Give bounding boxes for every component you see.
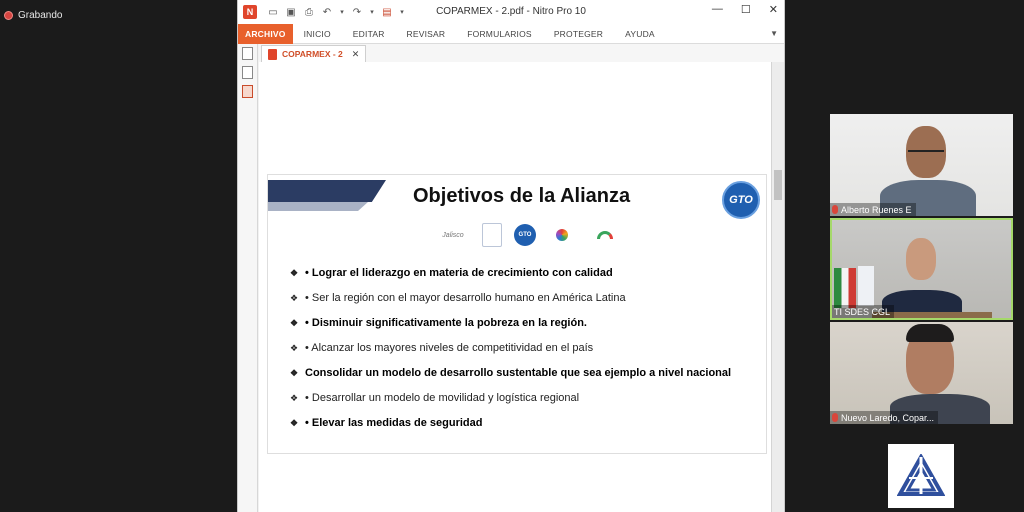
objective-text: • Lograr el liderazgo en materia de crecimiento con calidad: [305, 267, 613, 279]
participant-face: [906, 238, 936, 280]
aguascalientes-logo: [482, 223, 502, 247]
tab-document[interactable]: [261, 45, 366, 62]
ribbon-collapse-icon[interactable]: ▼: [770, 29, 778, 38]
pdf-viewer[interactable]: [259, 62, 773, 512]
state-logos-row: [436, 223, 620, 247]
close-tab-icon[interactable]: ✕: [351, 48, 360, 59]
document-tab-bar: [259, 44, 784, 62]
slide-page: [267, 174, 767, 454]
queretaro-logo: [548, 227, 578, 243]
gto-logo: GTO: [722, 181, 760, 219]
list-item: [290, 392, 765, 405]
list-item: [290, 317, 765, 330]
coparmex-logo-tile[interactable]: [888, 444, 954, 508]
shared-screen-nitro-window: [237, 0, 785, 512]
ribbon-tabs: [238, 24, 784, 44]
hair: [906, 324, 954, 342]
tab-editar[interactable]: EDITAR: [352, 28, 385, 39]
slide-header-band-secondary: [268, 202, 368, 211]
diamond-bullet-icon: ❖: [290, 393, 299, 403]
participant-tile-active[interactable]: [830, 218, 1013, 320]
participant-name-bar: [832, 305, 894, 318]
tab-inicio[interactable]: INICIO: [303, 28, 331, 39]
slide-header-band: [268, 180, 386, 202]
open-folder-icon[interactable]: ▭: [268, 6, 278, 18]
tab-formularios[interactable]: FORMULARIOS: [467, 28, 532, 39]
window-controls: [712, 3, 778, 16]
attachments-panel-icon[interactable]: [242, 85, 253, 98]
tab-ayuda[interactable]: AYUDA: [625, 28, 655, 39]
participant-name: Alberto Ruenes E: [841, 204, 912, 215]
tab-proteger[interactable]: PROTEGER: [553, 28, 604, 39]
objectives-list: [290, 267, 765, 442]
list-item: [290, 267, 765, 280]
maximize-icon[interactable]: ☐: [740, 4, 751, 16]
participant-name: Nuevo Laredo, Copar...: [841, 412, 935, 423]
redo-dropdown-icon[interactable]: ▾: [370, 9, 374, 16]
jalisco-logo: Jalisco: [442, 231, 464, 239]
diamond-bullet-icon: ❖: [290, 293, 299, 303]
objective-text: • Disminuir significativamente la pobreza en la región.: [305, 317, 587, 329]
tab-archivo[interactable]: ARCHIVO: [238, 24, 293, 44]
title-bar: [238, 0, 784, 24]
flag-white: [858, 266, 874, 306]
record-icon: [4, 11, 13, 20]
vertical-scrollbar[interactable]: [771, 62, 784, 512]
undo-dropdown-icon[interactable]: ▾: [340, 9, 344, 16]
print-icon[interactable]: ⎙: [305, 6, 313, 18]
slp-arc-icon: [597, 231, 613, 239]
muted-mic-icon: [832, 413, 838, 422]
queretaro-flower-icon: [556, 229, 568, 241]
nitro-app-icon[interactable]: N: [243, 5, 257, 19]
scrollbar-thumb[interactable]: [774, 170, 782, 200]
close-icon[interactable]: ✕: [768, 4, 778, 16]
bookmarks-panel-icon[interactable]: [242, 66, 253, 79]
quick-access-toolbar: [267, 7, 405, 18]
objective-text: • Ser la región con el mayor desarrollo humano en América Latina: [305, 292, 626, 304]
list-item: [290, 292, 765, 305]
slide-title: Objetivos de la Alianza: [413, 185, 631, 207]
recording-label: Grabando: [18, 10, 63, 21]
glasses: [908, 150, 944, 156]
customize-toolbar-icon[interactable]: ▾: [400, 9, 404, 16]
minimize-icon[interactable]: —: [711, 3, 723, 15]
flag-mexico: [834, 268, 856, 308]
window-title: COPARMEX - 2.pdf - Nitro Pro 10: [436, 6, 586, 17]
diamond-bullet-icon: ❖: [290, 268, 299, 278]
side-panel-tools: [238, 44, 258, 512]
diamond-bullet-icon: ❖: [290, 368, 299, 378]
list-item: [290, 417, 765, 430]
pdf-file-icon: [268, 49, 277, 60]
undo-icon[interactable]: ↶: [322, 6, 332, 18]
diamond-bullet-icon: ❖: [290, 343, 299, 353]
participant-name: TI SDES CGL: [834, 306, 891, 317]
muted-mic-icon: [832, 205, 838, 214]
tab-revisar[interactable]: REVISAR: [406, 28, 446, 39]
participant-tile[interactable]: [830, 322, 1013, 424]
participant-name-bar: [830, 203, 916, 216]
save-icon[interactable]: ▣: [286, 6, 296, 18]
list-item: [290, 367, 765, 380]
objective-text: • Elevar las medidas de seguridad: [305, 417, 483, 429]
diamond-bullet-icon: ❖: [290, 318, 299, 328]
san-luis-potosi-logo: [590, 224, 620, 246]
objective-text: • Alcanzar los mayores niveles de competitividad en el país: [305, 342, 594, 354]
coparmex-logo-icon: [897, 454, 945, 498]
pages-panel-icon[interactable]: [242, 47, 253, 60]
redo-icon[interactable]: ↷: [352, 6, 362, 18]
diamond-bullet-icon: ❖: [290, 418, 299, 428]
list-item: [290, 342, 765, 355]
gto-small-logo: GTO: [514, 224, 536, 246]
document-tab-label: COPARMEX - 2: [282, 49, 343, 59]
objective-text: Consolidar un modelo de desarrollo sustentable que sea ejemplo a nivel nacional: [305, 367, 732, 379]
participant-tile[interactable]: [830, 114, 1013, 216]
document-icon[interactable]: ▤: [382, 6, 392, 18]
recording-indicator: [4, 10, 62, 21]
objective-text: • Desarrollar un modelo de movilidad y logística regional: [305, 392, 580, 404]
participant-name-bar: [830, 411, 938, 424]
